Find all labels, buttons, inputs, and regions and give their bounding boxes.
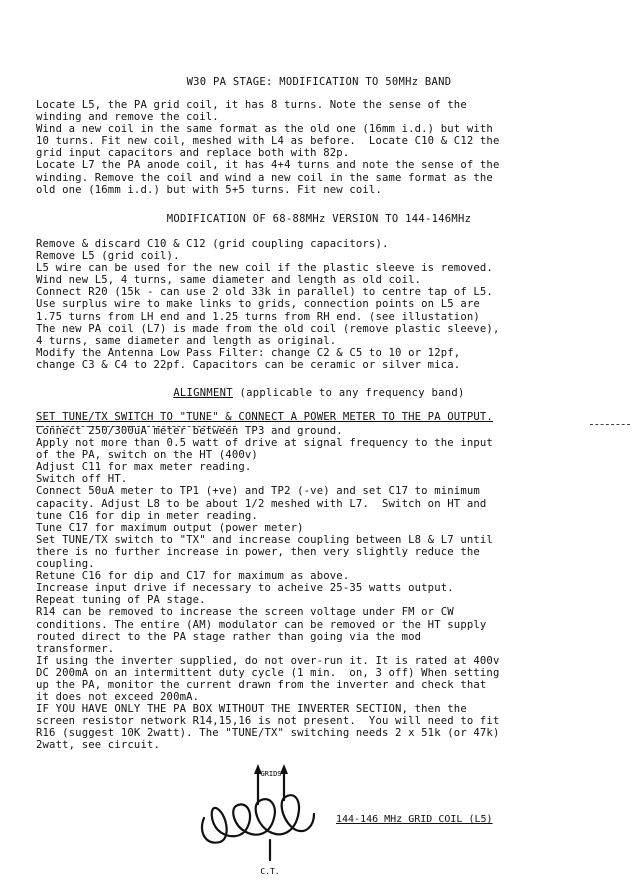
section-body-50mhz: [36, 99, 616, 196]
text-line: coupling.: [36, 558, 95, 571]
text-line: Connect 50uA meter to TP1 (+ve) and TP2 (-ve) and set C17 to minimum: [36, 485, 480, 498]
text-line: Increase input drive if necessary to acheive 25-35 watts output.: [36, 582, 454, 595]
grid-coil-illustration: [196, 760, 336, 878]
text-line: Repeat tuning of PA stage.: [36, 594, 206, 607]
text-line: winding and remove the coil.: [36, 111, 219, 124]
text-line: winding. Remove the coil and wind a new coil in the same format as the: [36, 171, 493, 184]
text-line: Remove & discard C10 & C12 (grid coupling capacitors).: [36, 238, 389, 250]
text-line: Use surplus wire to make links to grids, connection points on L5 are: [36, 298, 480, 311]
text-line: Connect 250/300uA meter between TP3 and ground.: [36, 425, 343, 437]
section-title-50mhz: W30 PA STAGE: MODIFICATION TO 50MHz BAND: [186, 76, 452, 88]
text-line: 1.75 turns from LH end and 1.25 turns from RH end. (see illustation): [36, 310, 480, 323]
coil-drawing: [196, 760, 336, 878]
centre-tap-label: C.T.: [260, 867, 280, 876]
text-line: Adjust C11 for max meter reading.: [36, 461, 252, 474]
text-line: grid input capacitors and replace both with 82p.: [36, 147, 350, 160]
text-line: Set TUNE/TX switch to "TX" and increase coupling between L8 & L7 until: [36, 533, 493, 546]
text-line: L5 wire can be used for the new coil if the plastic sleeve is removed.: [36, 262, 493, 275]
section-body-alignment: [36, 425, 616, 752]
text-line: If using the inverter supplied, do not over-run it. It is rated at 400v: [36, 654, 500, 667]
text-line: The new PA coil (L7) is made from the old coil (remove plastic sleeve),: [36, 322, 500, 335]
text-line: up the PA, monitor the current drawn from the inverter and check that: [36, 678, 487, 691]
grids-label: GRIDS: [260, 770, 282, 778]
alignment-lead-line: SET TUNE/TX SWITCH TO "TUNE" & CONNECT A POWER METER TO THE PA OUTPUT.: [36, 411, 493, 423]
section-title-144mhz: MODIFICATION OF 68-88MHz VERSION TO 144-146MHz: [166, 213, 472, 225]
text-line: routed direct to the PA stage rather than going via the mod: [36, 630, 422, 643]
alignment-heading: ALIGNMENT: [173, 387, 233, 399]
alignment-subheading: (applicable to any frequency band): [232, 387, 465, 399]
coil-caption: 144-146 MHz GRID COIL (L5): [336, 814, 493, 825]
text-line: 2watt, see circuit.: [36, 739, 161, 752]
text-line: screen resistor network R14,15,16 is not present. You will need to fit: [36, 715, 500, 728]
text-line: Locate L7 the PA anode coil, it has 4+4 turns and note the sense of the: [36, 159, 500, 172]
text-line: old one (16mm i.d.) but with 5+5 turns. Fit new coil.: [36, 183, 382, 196]
text-line: R16 (suggest 10K 2watt). The "TUNE/TX" switching needs 2 x 51k (or 47k): [36, 727, 500, 740]
text-line: transformer.: [36, 642, 115, 655]
text-line: of the PA, switch on the HT (400v): [36, 449, 258, 462]
text-line: Wind a new coil in the same format as the old one (16mm i.d.) but with: [36, 123, 493, 136]
text-line: Apply not more than 0.5 watt of drive at signal frequency to the input: [36, 437, 493, 450]
text-line: tune C16 for dip in meter reading.: [36, 509, 258, 522]
text-line: there is no further increase in power, then very slightly reduce the: [36, 545, 480, 558]
text-line: R14 can be removed to increase the screen voltage under FM or CW: [36, 606, 454, 619]
text-line: Retune C16 for dip and C17 for maximum as above.: [36, 570, 350, 583]
alignment-lead: [36, 411, 616, 423]
text-line: Locate L5, the PA grid coil, it has 8 turns. Note the sense of the: [36, 99, 467, 111]
text-line: change C3 & C4 to 22pf. Capacitors can be ceramic or silver mica.: [36, 358, 461, 371]
text-line: DC 200mA on an intermittent duty cycle (1 min. on, 3 off) When setting: [36, 666, 500, 679]
text-line: capacity. Adjust L8 to be about 1/2 meshed with L7. Switch on HT and: [36, 497, 487, 510]
text-line: it does not exceed 200mA.: [36, 691, 200, 704]
text-line: Connect R20 (15k - can use 2 old 33k in parallel) to centre tap of L5.: [36, 286, 493, 299]
text-line: Wind new L5, 4 turns, same diameter and length as old coil.: [36, 274, 422, 287]
text-line: conditions. The entire (AM) modulator can be removed or the HT supply: [36, 618, 487, 631]
text-line: Tune C17 for maximum output (power meter): [36, 521, 304, 534]
text-line: Modify the Antenna Low Pass Filter: change C2 & C5 to 10 or 12pf,: [36, 346, 461, 359]
section-title-alignment: [0, 387, 638, 399]
section-body-144mhz: [36, 238, 616, 371]
text-line: Switch off HT.: [36, 473, 128, 486]
text-line: Remove L5 (grid coil).: [36, 250, 180, 263]
text-line: 4 turns, same diameter and length as original.: [36, 334, 337, 347]
text-line: 10 turns. Fit new coil, meshed with L4 as before. Locate C10 & C12 the: [36, 135, 500, 148]
text-line: IF YOU HAVE ONLY THE PA BOX WITHOUT THE INVERTER SECTION, then the: [36, 703, 467, 716]
